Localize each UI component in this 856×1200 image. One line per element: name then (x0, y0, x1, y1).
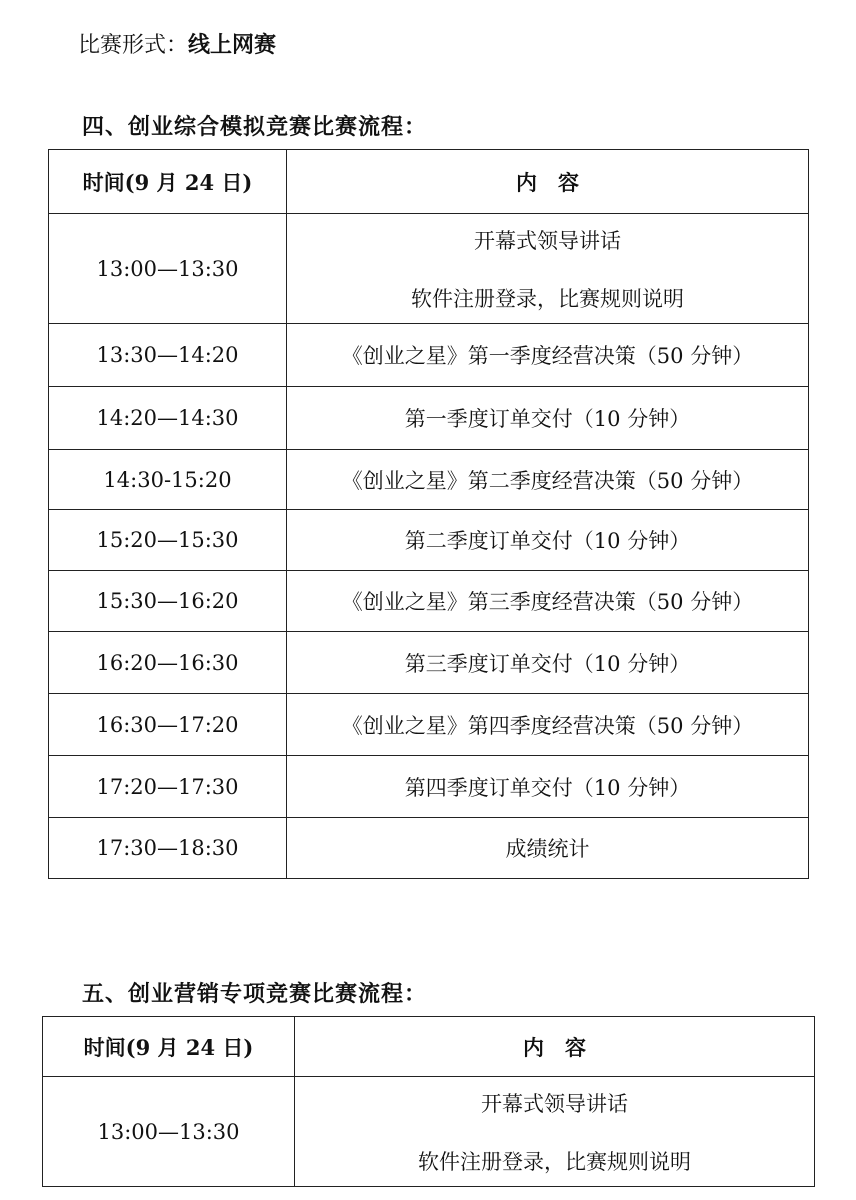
competition-format-label: 比赛形式： (78, 33, 189, 58)
header-time: 时间(9 月 24 日) (43, 1017, 295, 1077)
row-content: 成绩统计 (287, 818, 809, 879)
row-content-line: 软件注册登录，比赛规则说明 (411, 286, 684, 311)
row-content: 第二季度订单交付（10 分钟） (287, 510, 809, 571)
row-content-line: 开幕式领导讲话 (474, 228, 621, 253)
row-content: 《创业之星》第四季度经营决策（50 分钟） (287, 694, 809, 756)
table-row (49, 632, 809, 694)
section4-title: 四、创业综合模拟竞赛比赛流程： (82, 114, 428, 140)
table-row (49, 571, 809, 632)
table-row (49, 450, 809, 510)
competition-format (78, 28, 276, 59)
row-time: 15:30—16:20 (49, 571, 287, 632)
row-content (295, 1077, 815, 1187)
row-time: 16:20—16:30 (49, 632, 287, 694)
row-content: 第一季度订单交付（10 分钟） (287, 387, 809, 450)
row-content-line: 软件注册登录，比赛规则说明 (418, 1149, 691, 1174)
row-time: 17:20—17:30 (49, 756, 287, 818)
table-row (49, 510, 809, 571)
section5-schedule-table (42, 1016, 815, 1187)
row-content: 《创业之星》第一季度经营决策（50 分钟） (287, 324, 809, 387)
table-header-row (43, 1017, 815, 1077)
row-time: 13:00—13:30 (43, 1077, 295, 1187)
row-time: 15:20—15:30 (49, 510, 287, 571)
row-content: 《创业之星》第三季度经营决策（50 分钟） (287, 571, 809, 632)
row-content: 第三季度订单交付（10 分钟） (287, 632, 809, 694)
row-content: 第四季度订单交付（10 分钟） (287, 756, 809, 818)
row-time: 16:30—17:20 (49, 694, 287, 756)
table-row (49, 818, 809, 879)
table-row (49, 756, 809, 818)
header-content: 内 容 (287, 150, 809, 214)
competition-format-value: 线上网赛 (188, 32, 277, 58)
header-content: 内 容 (295, 1017, 815, 1077)
row-time: 14:30-15:20 (49, 450, 287, 510)
row-time: 13:00—13:30 (49, 214, 287, 324)
row-time: 13:30—14:20 (49, 324, 287, 387)
table-row (49, 387, 809, 450)
row-time: 14:20—14:30 (49, 387, 287, 450)
table-row (49, 694, 809, 756)
table-row (43, 1077, 815, 1187)
row-content: 《创业之星》第二季度经营决策（50 分钟） (287, 450, 809, 510)
row-time: 17:30—18:30 (49, 818, 287, 879)
row-content (287, 214, 809, 324)
table-row (49, 214, 809, 324)
section4-schedule-table (48, 149, 809, 879)
row-content-line: 开幕式领导讲话 (481, 1091, 628, 1116)
header-time: 时间(9 月 24 日) (49, 150, 287, 214)
table-row (49, 324, 809, 387)
table-header-row (49, 150, 809, 214)
section5-title: 五、创业营销专项竞赛比赛流程： (82, 981, 428, 1007)
